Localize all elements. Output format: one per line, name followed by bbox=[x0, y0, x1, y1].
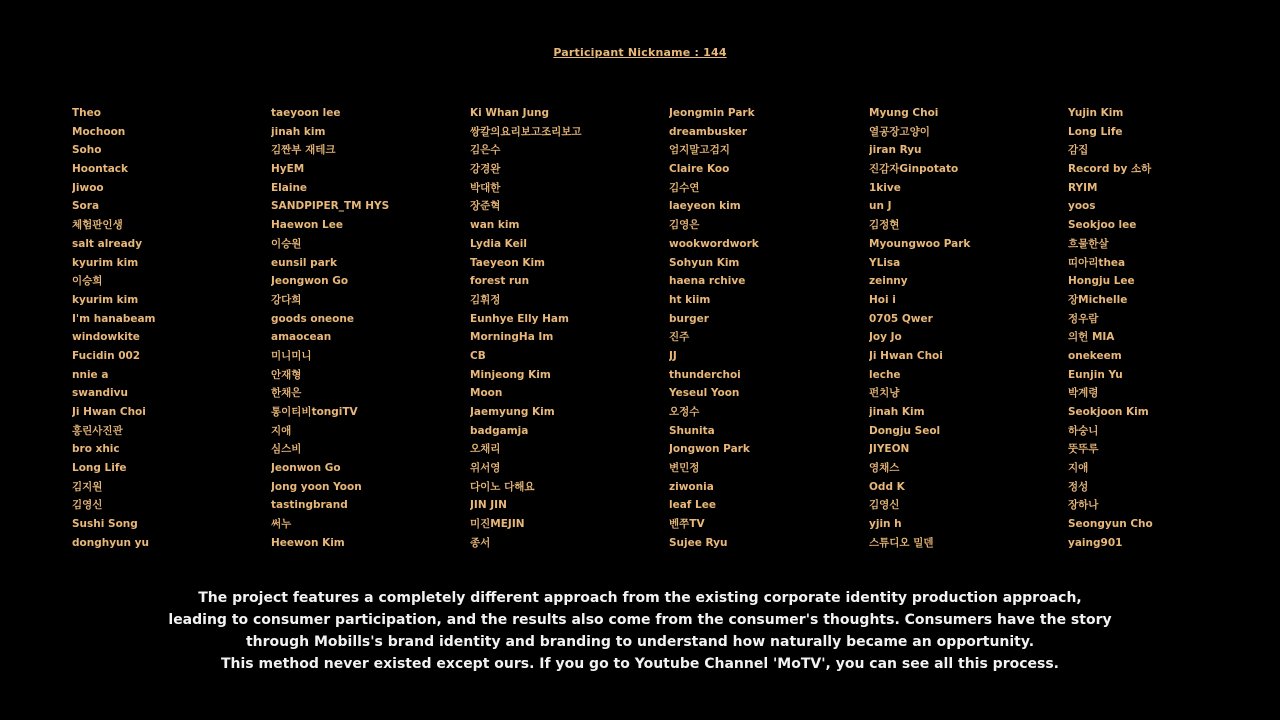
participant-name: taeyoon lee bbox=[271, 107, 341, 119]
participant-name: 박대한 bbox=[470, 181, 501, 194]
participant-name: onekeem bbox=[1068, 349, 1122, 362]
participant-name: 펀치냥 bbox=[869, 387, 900, 400]
participant-name: Theo bbox=[72, 107, 101, 119]
participant-name: 홍린사진관 bbox=[72, 424, 123, 437]
participant-name: jiran Ryu bbox=[869, 144, 922, 157]
participant-name-grid bbox=[72, 104, 1272, 553]
participant-name: kyurim kim bbox=[72, 293, 139, 306]
description-line: The project features a completely different approach from the existing corporate identity production approach, bbox=[198, 590, 1082, 606]
participant-name: 뚯뚜루 bbox=[1068, 443, 1099, 456]
participant-name: Myung Choi bbox=[869, 107, 939, 119]
participant-name: Claire Koo bbox=[669, 163, 730, 176]
participant-name: 오채리 bbox=[470, 443, 501, 456]
participant-name: 변민정 bbox=[669, 462, 700, 475]
name-column-1 bbox=[72, 104, 271, 553]
participant-name: leaf Lee bbox=[669, 499, 716, 512]
participant-name: Record by 소하 bbox=[1068, 163, 1152, 176]
participant-name: 지애 bbox=[271, 424, 292, 437]
participant-name: wookwordwork bbox=[669, 237, 759, 250]
participant-name: haena rchive bbox=[669, 275, 746, 288]
project-description bbox=[0, 587, 1280, 675]
participant-name: Sujee Ryu bbox=[669, 536, 728, 549]
participant-name: 김지원 bbox=[72, 480, 103, 493]
participant-name: RYIM bbox=[1068, 181, 1098, 194]
participant-name: 이승희 bbox=[72, 275, 103, 288]
name-column-6 bbox=[1068, 104, 1248, 553]
participant-name: 김정현 bbox=[869, 219, 900, 232]
participant-name: Sora bbox=[72, 200, 100, 213]
participant-name: bro xhic bbox=[72, 443, 120, 456]
participant-name: Yeseul Yoon bbox=[669, 387, 740, 400]
participant-name: Haewon Lee bbox=[271, 219, 343, 232]
participant-name: 엄지말고검지 bbox=[669, 144, 730, 157]
participant-name: 감집 bbox=[1068, 144, 1089, 157]
participant-name: Eunjin Yu bbox=[1068, 368, 1123, 381]
description-line: leading to consumer participation, and the results also come from the consumer's thoughts. Consumers have the story bbox=[168, 612, 1112, 628]
participant-name: 오정수 bbox=[669, 406, 700, 418]
participant-name: yaing901 bbox=[1068, 536, 1123, 549]
participant-name: Jiwoo bbox=[72, 181, 104, 194]
participant-name: JIN JIN bbox=[470, 499, 507, 512]
participant-name: 띠아리thea bbox=[1068, 256, 1126, 269]
participant-name: Sohyun Kim bbox=[669, 256, 740, 269]
participant-name: 강다희 bbox=[271, 293, 302, 306]
participant-name: donghyun yu bbox=[72, 536, 149, 549]
name-column-4 bbox=[669, 104, 869, 553]
participant-name: jinah kim bbox=[271, 125, 326, 138]
participant-name: Soho bbox=[72, 144, 102, 157]
participant-name: Seongyun Cho bbox=[1068, 518, 1153, 531]
participant-name: Jong yoon Yoon bbox=[271, 480, 362, 493]
participant-name: 0705 Qwer bbox=[869, 312, 933, 325]
participant-name: windowkite bbox=[72, 331, 140, 344]
description-line: through Mobills's brand identity and branding to understand how naturally became an opportunity. bbox=[245, 634, 1035, 650]
participant-name: Myoungwoo Park bbox=[869, 237, 971, 250]
participant-name: Ki Whan Jung bbox=[470, 107, 550, 119]
participant-name: salt already bbox=[72, 237, 143, 250]
participant-name: 미니미니 bbox=[271, 349, 312, 362]
participant-name: goods oneone bbox=[271, 312, 354, 325]
participant-name: Joy Jo bbox=[869, 331, 902, 344]
participant-name: tastingbrand bbox=[271, 499, 348, 512]
participant-name: 강경완 bbox=[470, 163, 501, 176]
participant-name: 안재형 bbox=[271, 368, 302, 381]
participant-name: Lydia Keil bbox=[470, 237, 527, 250]
participant-name: 정우람 bbox=[1068, 312, 1099, 325]
participant-name: 하숭니 bbox=[1068, 424, 1099, 437]
participant-name: zeinny bbox=[869, 275, 908, 288]
participant-name: 장하나 bbox=[1068, 499, 1099, 512]
participant-name: HyEM bbox=[271, 163, 305, 176]
participant-name: badgamja bbox=[470, 424, 529, 437]
participant-name: Minjeong Kim bbox=[470, 368, 551, 381]
participant-name: 김은수 bbox=[470, 144, 501, 157]
participant-name: 김휘정 bbox=[470, 293, 501, 306]
participant-name: swandivu bbox=[72, 387, 128, 400]
participant-name: Jongwon Park bbox=[669, 443, 750, 456]
description-line: This method never existed except ours. If you go to Youtube Channel 'MoTV', you can see all this process. bbox=[220, 656, 1059, 672]
participant-name: ht kiim bbox=[669, 293, 711, 306]
participant-name: SANDPIPER_TM HYS bbox=[271, 200, 390, 213]
participant-name: Hoi i bbox=[869, 293, 896, 306]
participant-name: Ji Hwan Choi bbox=[72, 406, 146, 418]
participant-name: leche bbox=[869, 368, 901, 381]
participant-name: Shunita bbox=[669, 424, 715, 437]
participant-name: 김영신 bbox=[72, 499, 103, 512]
participant-name: 열공장고양이 bbox=[869, 125, 930, 138]
participant-name: Mochoon bbox=[72, 125, 126, 138]
participant-name: Hoontack bbox=[72, 163, 129, 176]
participant-name: Fucidin 002 bbox=[72, 349, 141, 362]
participant-name: 체험판인생 bbox=[72, 219, 123, 232]
participant-name: JJ bbox=[669, 349, 677, 362]
participant-name: Elaine bbox=[271, 181, 308, 194]
name-column-5 bbox=[869, 104, 1068, 553]
participant-name: Sushi Song bbox=[72, 518, 138, 531]
participant-name: 김수연 bbox=[669, 181, 700, 194]
participant-name: 위서영 bbox=[470, 462, 501, 475]
participant-name: eunsil park bbox=[271, 256, 337, 269]
participant-name: 벤쭈TV bbox=[669, 518, 705, 531]
participant-name: 의헌 MIA bbox=[1068, 331, 1115, 344]
participant-name: Seokjoo lee bbox=[1068, 219, 1137, 232]
participant-name: 써누 bbox=[271, 518, 292, 531]
participant-name: Long Life bbox=[72, 462, 127, 475]
participant-name: Dongju Seol bbox=[869, 424, 941, 437]
participant-name: 다이노 다해요 bbox=[470, 480, 535, 493]
participant-name: 김영은 bbox=[669, 219, 700, 232]
participant-name: un J bbox=[869, 200, 892, 213]
participant-name: forest run bbox=[470, 275, 530, 288]
participant-name: Yujin Kim bbox=[1068, 107, 1124, 119]
participant-name: 한채은 bbox=[271, 387, 302, 400]
participant-name: Heewon Kim bbox=[271, 536, 345, 549]
participant-name: jinah Kim bbox=[869, 406, 925, 418]
participant-name: 박계령 bbox=[1068, 387, 1099, 400]
participant-name: Moon bbox=[470, 387, 503, 400]
participant-name: yjin h bbox=[869, 518, 902, 531]
participant-count-title: Participant Nickname : 144 bbox=[553, 46, 727, 59]
participant-name: dreambusker bbox=[669, 125, 748, 138]
participant-name: 스튜디오 밀덴 bbox=[869, 536, 934, 549]
participant-name: Jeongmin Park bbox=[669, 107, 755, 119]
participant-name: Jeongwon Go bbox=[271, 275, 349, 288]
participant-name: 지애 bbox=[1068, 462, 1089, 475]
participant-name: 심스비 bbox=[271, 443, 302, 456]
participant-name: 장준혁 bbox=[470, 200, 501, 213]
participant-name: Odd K bbox=[869, 480, 905, 493]
participant-name: I'm hanabeam bbox=[72, 312, 156, 325]
participant-name: 김짠부 재테크 bbox=[271, 144, 336, 157]
participant-name: 미진MEJIN bbox=[470, 518, 525, 531]
participant-name: 진감자Ginpotato bbox=[869, 163, 959, 176]
participant-name: 흐물한살 bbox=[1068, 237, 1109, 250]
participant-name: 1kive bbox=[869, 181, 901, 194]
participant-name: Jeonwon Go bbox=[271, 462, 341, 475]
participant-name: 정성 bbox=[1068, 480, 1089, 493]
participant-name: 진주 bbox=[669, 331, 690, 344]
participant-name: yoos bbox=[1068, 200, 1096, 213]
participant-name: Eunhye Elly Ham bbox=[470, 312, 569, 325]
participant-name: Jaemyung Kim bbox=[470, 406, 555, 418]
participant-name: 영채스 bbox=[869, 462, 900, 475]
participant-name: thunderchoi bbox=[669, 368, 741, 381]
participant-name: Long Life bbox=[1068, 125, 1123, 138]
participant-name: 이승원 bbox=[271, 237, 302, 250]
participant-name: kyurim kim bbox=[72, 256, 139, 269]
participant-name: Taeyeon Kim bbox=[470, 256, 546, 269]
participant-name: 종서 bbox=[470, 536, 491, 549]
participant-name: 쌍칼의요리보고조리보고 bbox=[470, 125, 582, 138]
participant-name: wan kim bbox=[470, 219, 520, 232]
participant-name: JIYEON bbox=[869, 443, 910, 456]
participant-name: nnie a bbox=[72, 368, 109, 381]
participant-name: Ji Hwan Choi bbox=[869, 349, 943, 362]
participant-name: 김영신 bbox=[869, 499, 900, 512]
participant-name: CB bbox=[470, 349, 486, 362]
name-column-2 bbox=[271, 104, 470, 553]
participant-name: amaocean bbox=[271, 331, 332, 344]
participant-name: 장Michelle bbox=[1068, 293, 1128, 306]
participant-name: burger bbox=[669, 312, 709, 325]
participant-name: laeyeon kim bbox=[669, 200, 741, 213]
participant-name: 통이티비tongiTV bbox=[271, 406, 358, 418]
participant-name: MorningHa Im bbox=[470, 331, 554, 344]
name-column-3 bbox=[470, 104, 669, 553]
participant-name: Seokjoon Kim bbox=[1068, 406, 1149, 418]
participant-name: ziwonia bbox=[669, 480, 714, 493]
participant-name: YLisa bbox=[869, 256, 901, 269]
participant-name: Hongju Lee bbox=[1068, 275, 1135, 288]
